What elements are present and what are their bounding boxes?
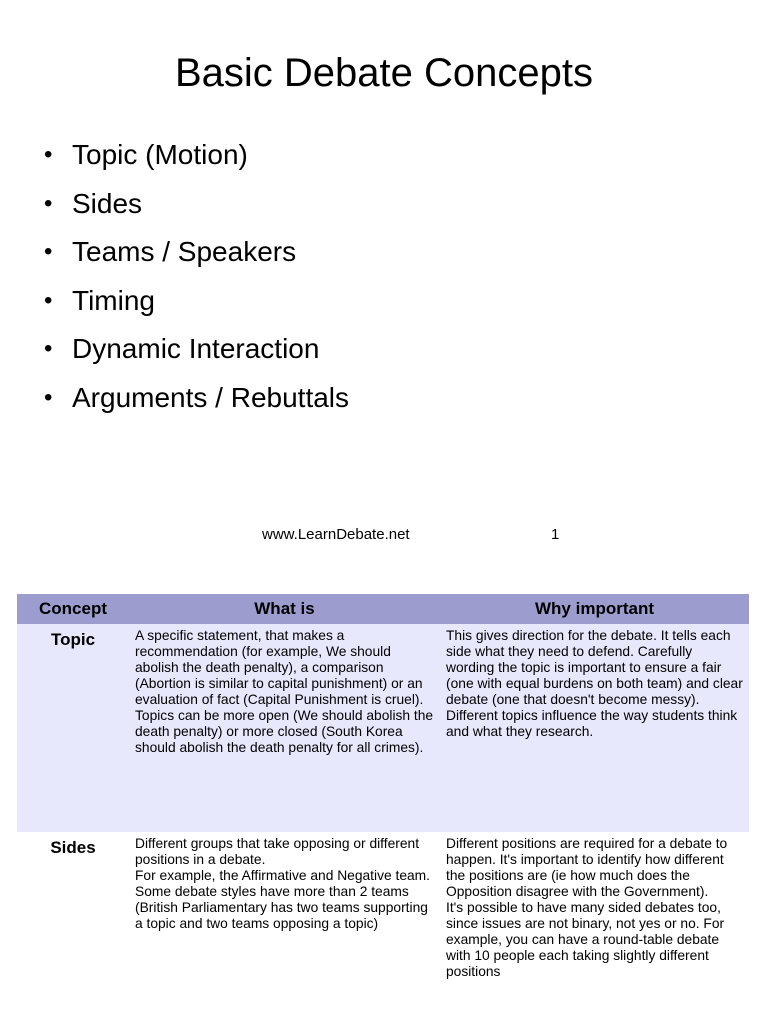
header-why-important: Why important (440, 594, 749, 624)
bullet-dot-icon: • (44, 286, 53, 314)
slide-title: Basic Debate Concepts (174, 51, 593, 95)
concept-cell: Sides (17, 832, 129, 1008)
bullet-dot-icon: • (44, 335, 53, 362)
what-is-cell: Different groups that take opposing or different positions in a debate. For example, the Affirmative and Negative team. Some debate styles have more than 2 teams (British Parliamentary has two teams supporting a topic and two teams opposing a topic) (129, 832, 440, 1008)
concept-table (17, 594, 749, 1008)
bullet-dot-icon: • (44, 383, 53, 411)
bullet-dot-icon: • (44, 238, 53, 265)
header-concept: Concept (17, 594, 129, 624)
bullet-item: • Topic (Motion) (44, 134, 349, 183)
bullet-list (44, 134, 349, 425)
bullet-item: • Teams / Speakers (44, 231, 349, 280)
footer-site-url: www.LearnDebate.net (262, 526, 410, 543)
table-header-row (17, 594, 749, 624)
bullet-dot-icon: • (44, 189, 53, 217)
header-what-is: What is (129, 594, 440, 624)
bullet-item: • Arguments / Rebuttals (44, 377, 349, 426)
why-important-cell: This gives direction for the debate. It tells each side what they need to defend. Carefully wording the topic is important to ensure a fair (one with equal burdens on both team) and clear debate (one that doesn't become messy). Different topics influence the way students think and what they research. (440, 624, 749, 832)
table-row (17, 832, 749, 1008)
bullet-item: • Timing (44, 280, 349, 329)
concept-cell: Topic (17, 624, 129, 832)
bullet-dot-icon: • (44, 141, 53, 168)
bullet-item: • Sides (44, 183, 349, 232)
page-number: 1 (551, 526, 560, 543)
what-is-cell: A specific statement, that makes a recommendation (for example, We should abolish the death penalty), a comparison (Abortion is similar to capital punishment) or an evaluation of fact (Capital Punishment is cruel). Topics can be more open (We should abolish the death penalty) or more closed (South Korea should abolish the death penalty for all crimes). (129, 624, 440, 832)
bullet-item: • Dynamic Interaction (44, 328, 349, 377)
why-important-cell: Different positions are required for a debate to happen. It's important to identify how different the positions are (ie how much does the Opposition disagree with the Government). It's possible to have many sided debates too, since issues are not binary, not yes or no. For example, you can have a round-table debate with 10 people each taking slightly different positions (440, 832, 749, 1008)
table-row (17, 624, 749, 832)
